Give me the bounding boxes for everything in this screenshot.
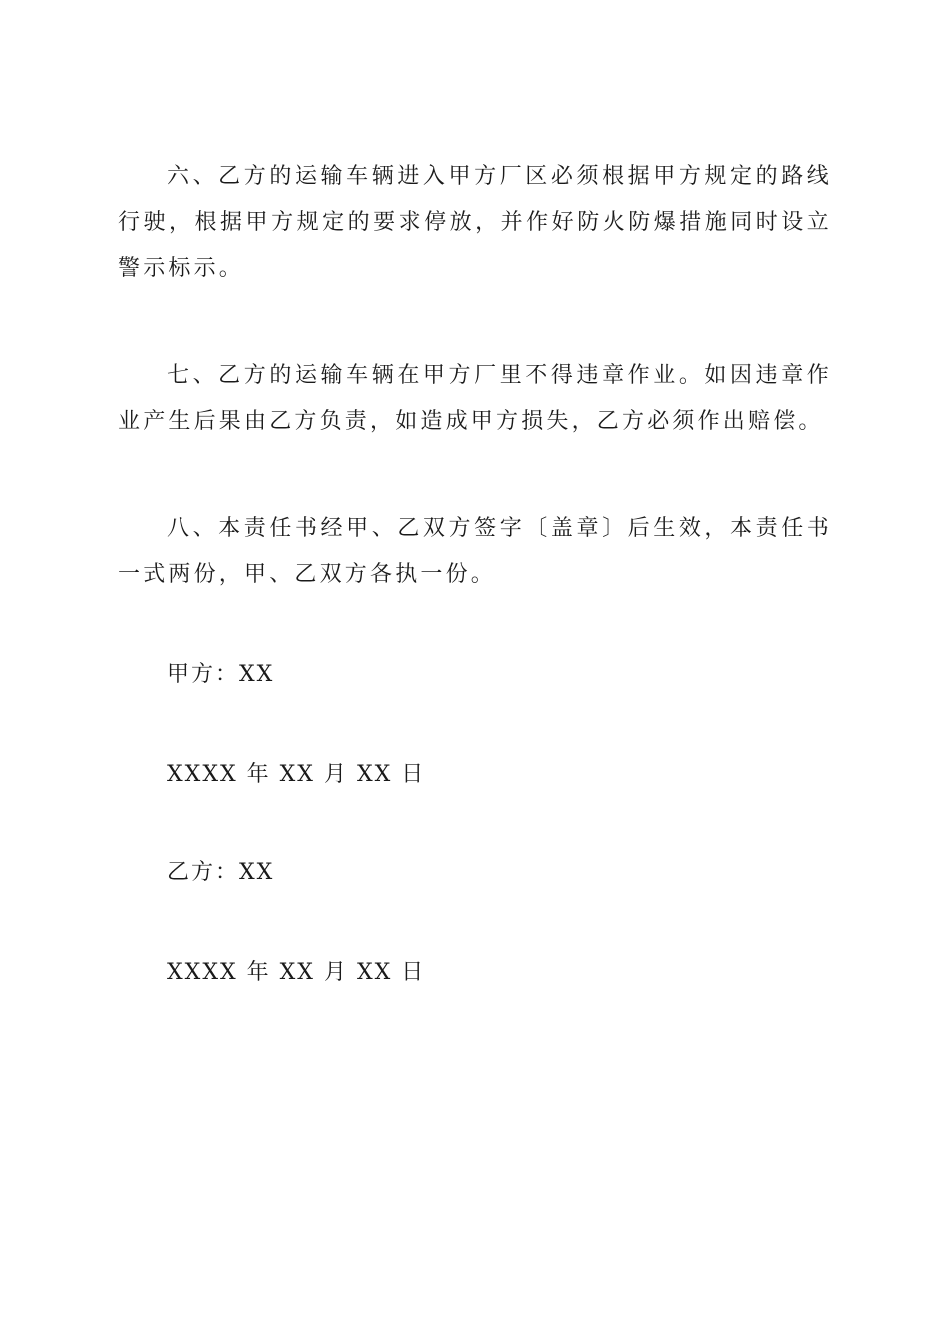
clause-eight: 八、本责任书经甲、乙双方签字〔盖章〕后生效，本责任书一式两份，甲、乙双方各执一份。 — [118, 516, 832, 587]
clause-seven: 七、乙方的运输车辆在甲方厂里不得违章作业。如因违章作业产生后果由乙方负责，如造成甲方损失，乙方必须作出赔偿。 — [118, 363, 832, 434]
party-b-signature: 乙方：XX — [167, 860, 275, 885]
party-a-signature: 甲方：XX — [167, 662, 275, 687]
party-b-date: XXXX 年 XX 月 XX 日 — [167, 960, 426, 985]
party-a-date: XXXX 年 XX 月 XX 日 — [167, 762, 426, 787]
clause-six: 六、乙方的运输车辆进入甲方厂区必须根据甲方规定的路线行驶，根据甲方规定的要求停放，并作好防火防爆措施同时设立警示标示。 — [118, 164, 832, 281]
